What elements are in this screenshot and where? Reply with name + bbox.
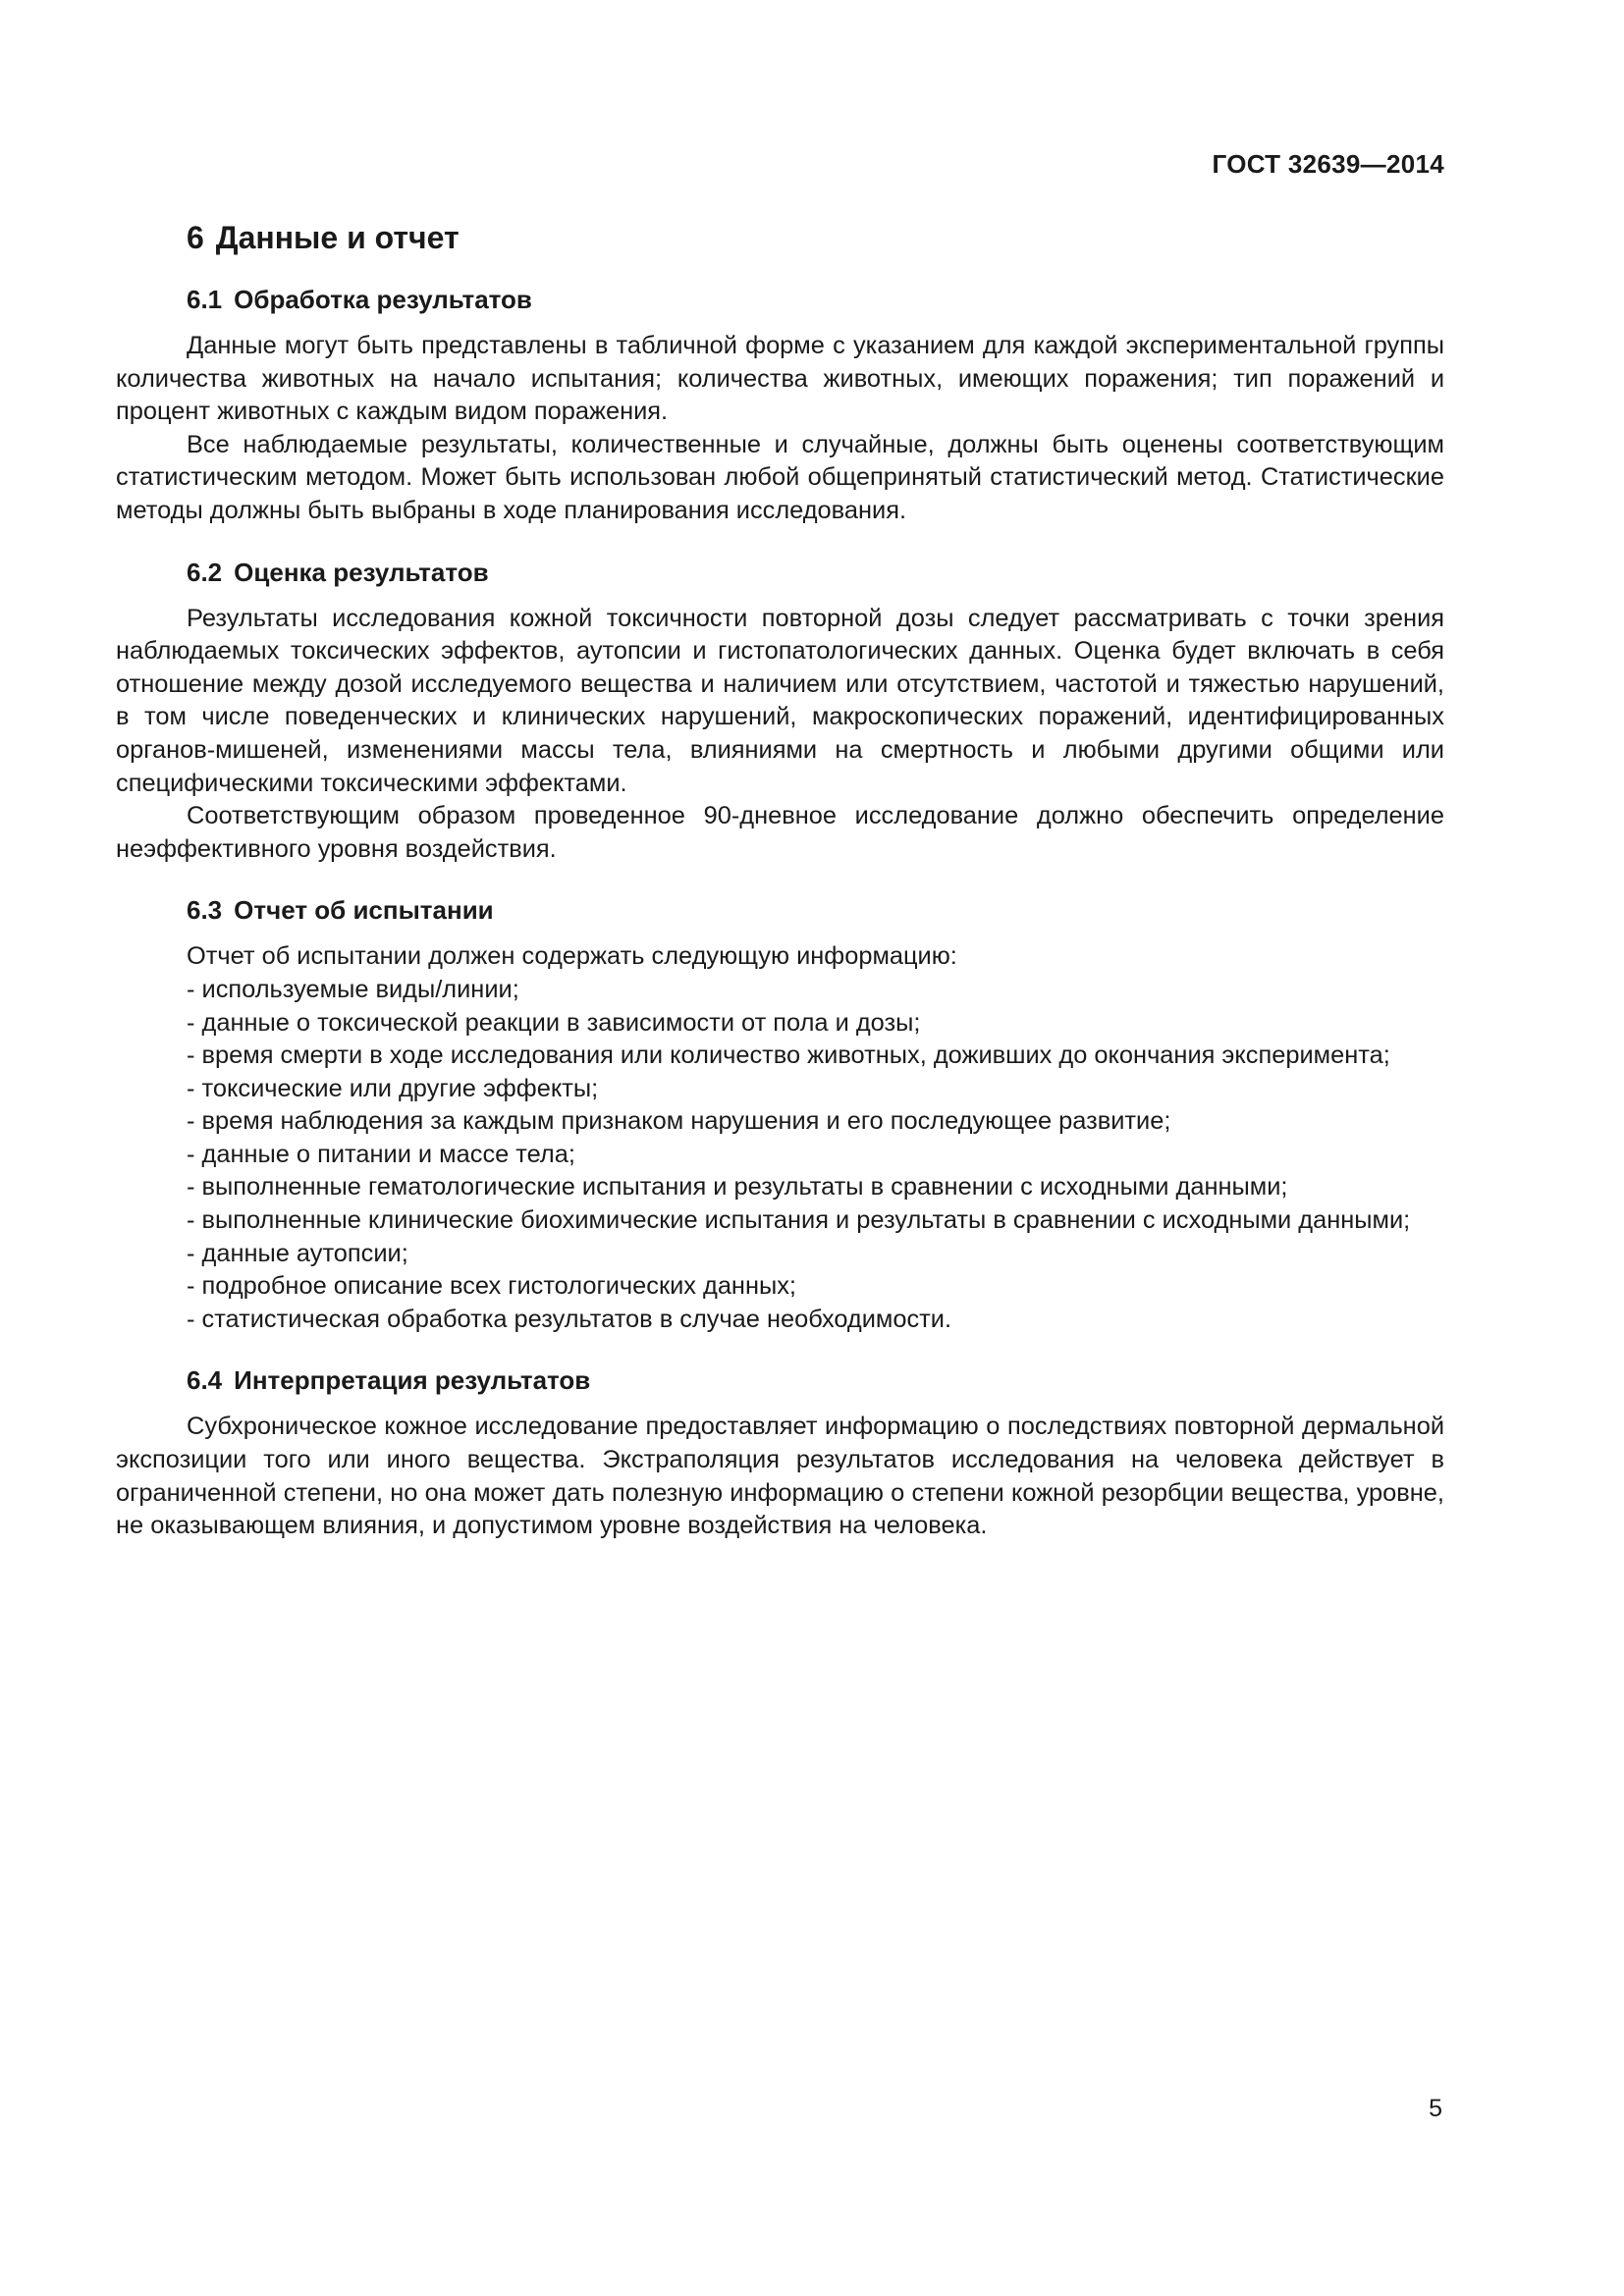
- list-item: - подробное описание всех гистологических данных;: [187, 1272, 796, 1301]
- paragraph: Соответствующим образом проведенное 90-дневное исследование должно обеспечить определение неэффективного уровня воздействия.: [116, 802, 1444, 863]
- section-number: 6: [187, 220, 204, 255]
- subsection-number: 6.3: [187, 895, 223, 926]
- subsection-number: 6.2: [187, 557, 223, 587]
- page-number: 5: [1429, 2095, 1442, 2122]
- list-item: - статистическая обработка результатов в случае необходимости.: [187, 1305, 952, 1333]
- subsection-title-text: Оценка результатов: [234, 557, 489, 587]
- list-item: - данные о питании и массе тела;: [187, 1140, 575, 1168]
- subsection-number: 6.1: [187, 285, 223, 314]
- paragraph: Данные могут быть представлены в табличной форме с указанием для каждой экспериментальной группы количества животных на начало испытания; количества животных, имеющих поражения; тип поражений и процент животных с каждым видом поражения.: [116, 332, 1444, 426]
- subsection-6-2-title: [116, 556, 1444, 589]
- list-item: - время смерти в ходе исследования или количество животных, доживших до окончания эксперимента;: [187, 1041, 1390, 1070]
- list-item: - используемые виды/линии;: [187, 975, 519, 1003]
- subsection-6-3: [116, 893, 1444, 1336]
- paragraph: Все наблюдаемые результаты, количественные и случайные, должны быть оценены соответствующим статистическим методом. Может быть использован любой общепринятый статистический метод. Статистические методы должны быть выбраны в ходе планирования исследования.: [116, 430, 1444, 524]
- section-6-title: [116, 218, 1444, 257]
- subsection-6-2: [116, 556, 1444, 867]
- subsection-title-text: Обработка результатов: [234, 285, 532, 314]
- section-title-text: Данные и отчет: [215, 220, 460, 255]
- list-item: - данные о токсической реакции в зависимости от пола и дозы;: [187, 1008, 921, 1037]
- paragraph: Отчет об испытании должен содержать следующую информацию:: [187, 942, 957, 971]
- subsection-6-1-title: [116, 283, 1444, 316]
- list-item: - выполненные клинические биохимические испытания и результаты в сравнении с исходными данными;: [187, 1206, 1411, 1235]
- list-item: - время наблюдения за каждым признаком нарушения и его последующее развитие;: [187, 1107, 1171, 1136]
- subsection-6-1: [116, 283, 1444, 528]
- list-item: - данные аутопсии;: [187, 1239, 408, 1267]
- report-contents-list: [116, 974, 1444, 1337]
- paragraph: Субхроническое кожное исследование предоставляет информацию о последствиях повторной дермальной экспозиции того или иного вещества. Экстраполяция результатов исследования на человека действует в ограниченной степени, но она может дать полезную информацию о степени кожной резорбции вещества, уровне, не оказывающем влияния, и допустимом уровне воздействия на человека.: [116, 1413, 1444, 1540]
- subsection-6-3-title: [116, 893, 1444, 927]
- subsection-title-text: Интерпретация результатов: [234, 1365, 591, 1396]
- list-item: - токсические или другие эффекты;: [187, 1074, 599, 1102]
- subsection-6-4-title: [116, 1363, 1444, 1397]
- paragraph: Результаты исследования кожной токсичности повторной дозы следует рассматривать с точки зрения наблюдаемых токсических эффектов, аутопсии и гистопатологических данных. Оценка будет включать в себя отношение между дозой исследуемого вещества и наличием или отсутствием, частотой и тяжестью нарушений, в том числе поведенческих и клинических нарушений, макроскопических поражений, идентифицированных органов-мишеней, изменениями массы тела, влияниями на смертность и любыми другими общими или специфическими токсическими эффектами.: [116, 604, 1444, 797]
- subsection-title-text: Отчет об испытании: [234, 895, 494, 926]
- subsection-number: 6.4: [187, 1365, 223, 1396]
- page-content: [116, 218, 1444, 1571]
- document-code: ГОСТ 32639—2014: [1212, 149, 1444, 179]
- subsection-6-4: [116, 1363, 1444, 1542]
- list-item: - выполненные гематологические испытания и результаты в сравнении с исходными данными;: [187, 1173, 1288, 1201]
